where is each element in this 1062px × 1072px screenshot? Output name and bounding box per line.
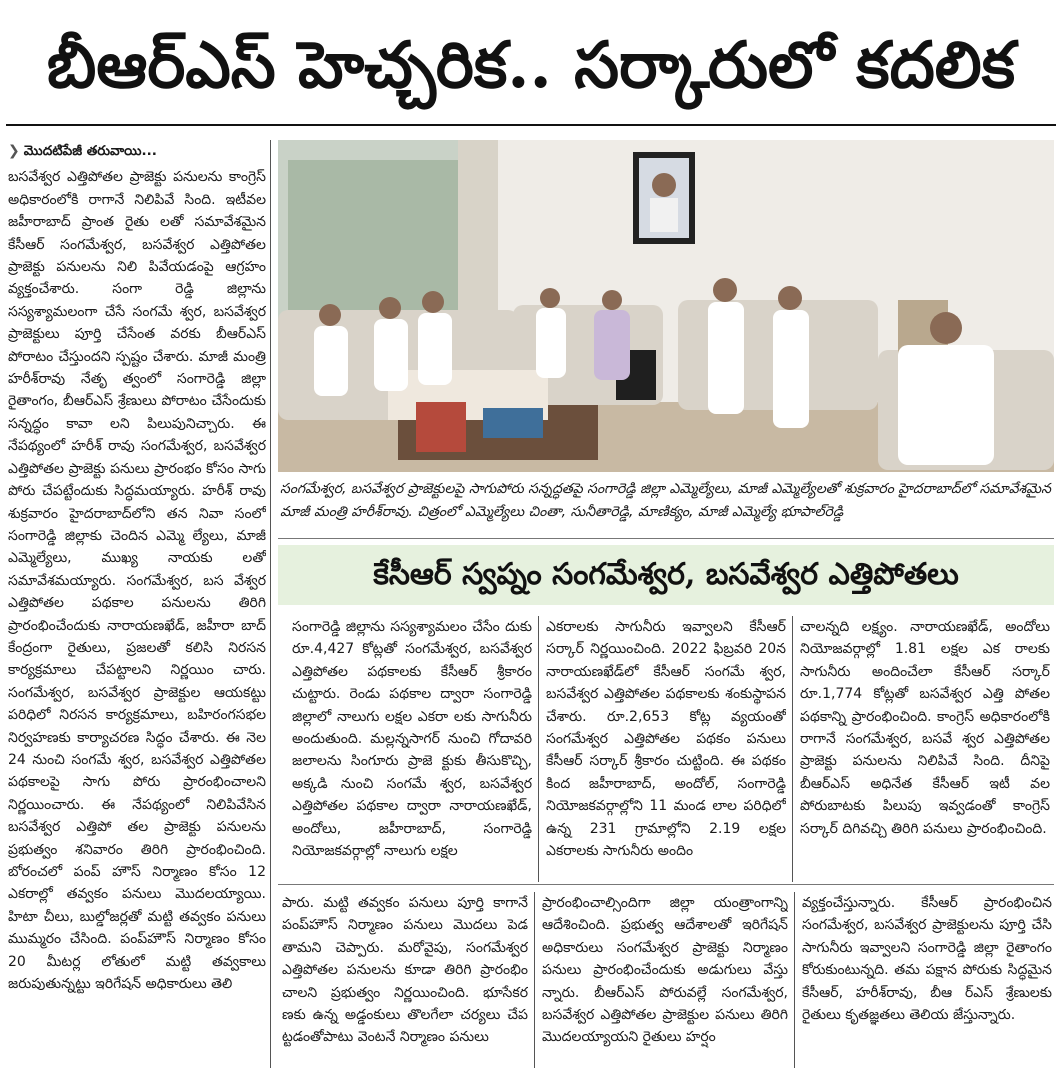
column-divider (538, 616, 539, 882)
box-column-text: సంగారెడ్డి జిల్లాను సస్యశ్యామలం చేసేం దుకు రూ.4,427 కోట్లతో సంగమేశ్వర, బసవేశ్వర ఎత్తిపోతల పథకాలకు కేసీఆర్‌ శ్రీకారం చుట్టారు. రెండు పథకాల ద్వారా సంగారెడ్డి జిల్లాలో నాలుగు లక్షల ఎకరా లకు సాగునీరు అందుతుంది. మల్లన్నసాగర్‌ నుంచి గోదావరి జలాలను సింగూరు ప్రాజె క్టుకు తీసుకొచ్చి, అక్కడి నుంచి సంగమే శ్వర, బసవేశ్వర ఎత్తిపోతల పథకాల ద్వారా నారాయణఖేడ్‌, అందోలు, జహీరాబాద్‌, సంగారెడ్డి నియోజకవర్గాల్లో నాలుగు లక్షల (292, 619, 532, 860)
continued-marker (8, 140, 266, 162)
left-column (8, 140, 266, 1070)
box-bottom-rule (278, 884, 1054, 885)
chevron-right-icon: ❯ (8, 143, 20, 159)
box-column-2 (546, 616, 786, 886)
subheadline: కేసీఆర్‌ స్వప్నం సంగమేశ్వర, బసవేశ్వర ఎత్తిపోతలు (278, 545, 1054, 605)
box-column-3 (800, 616, 1050, 886)
box-column-text: చాలన్నది లక్ష్యం. నారాయణఖేడ్‌, అందోలు నియోజవర్గాల్లో 1.81 లక్షల ఎక రాలకు సాగునీరు అందించేలా కేసీఆర్‌ సర్కార్‌ రూ.1,774 కోట్లతో బసవేశ్వర ఎత్తి పోతల పథకాన్ని ప్రారంభించింది. కాంగ్రెస్‌ అధికారంలోకి రాగానే సంగమేశ్వర, బసవే శ్వర ఎత్తిపోతల ప్రాజెక్టు పనులను నిలిపివే సింది. దీనిపై బీఆర్‌ఎస్‌ అధినేత కేసీఆర్‌ ఇటీ వల పోరుబాటకు పిలుపు ఇవ్వడంతో కాంగ్రెస్‌ సర్కార్‌ దిగివచ్చి తిరిగి పనులు ప్రారంభించింది. (800, 619, 1050, 837)
bottom-column-text: పారు. మట్టి తవ్వకం పనులు పూర్తి కాగానే పంప్‌హౌస్‌ నిర్మాణం పనులు మొదలు పెడ తామని చెప్పారు. మరోవైపు, సంగమేశ్వర ఎత్తిపోతల పనులను కూడా తిరిగి ప్రారంభిం చాలని ప్రభుత్వం నిర్ణయించింది. భూసేకర ణకు ఉన్న అడ్డంకులు తొలగేలా చర్యలు చేప ట్టడంతోపాటు వెంటనే నిర్మాణం పనులు (282, 895, 528, 1046)
continued-label: మొదటిపేజీ తరువాయి... (23, 143, 157, 159)
box-column-1 (292, 616, 532, 886)
column-divider (792, 616, 793, 882)
column-divider (794, 892, 795, 1068)
bottom-column-text: వ్యక్తంచేస్తున్నారు. కేసీఆర్‌ ప్రారంభించిన సంగమేశ్వర, బసవేశ్వర ప్రాజెక్టులను పూర్తి చేసి సాగునీరు ఇవ్వాలని సంగారెడ్డి జిల్లా రైతాంగం కోరుకుంటున్నది. తమ పక్షాన పోరుకు సిద్ధమైన కేసీఆర్‌, హరీశ్‌రావు, బీఆ ర్‌ఎస్‌ శ్రేణులకు రైతులు కృతజ్ఞతలు తెలియ జేస్తున్నారు. (802, 895, 1052, 1024)
bottom-column-1 (282, 892, 528, 1070)
photo-caption: సంగమేశ్వర, బసవేశ్వర ప్రాజెక్టులపై సాగుపోరు సన్నద్ధతపై సంగారెడ్డి జిల్లా ఎమ్మెల్యేలు, మాజీ ఎమ్మెల్యేలతో శుక్రవారం హైదరాబాద్‌లో సమావేశమైన మాజీ మంత్రి హరీశ్‌రావు. చిత్రంలో ఎమ్మెల్యేలు చింతా, సునీతారెడ్డి, మాణిక్యం, మాజీ ఎమ్మెల్యే భూపాల్‌రెడ్డి (280, 481, 1051, 520)
bottom-column-2 (542, 892, 788, 1070)
caption-rule (278, 538, 1054, 539)
bottom-column-text: ప్రారంభించాల్సిందిగా జిల్లా యంత్రాంగాన్ని ఆదేశించింది. ప్రభుత్వ ఆదేశాలతో ఇరిగేషన్‌ అధికారులు సంగమేశ్వర ప్రాజెక్టు నిర్మాణం పనులు ప్రారంభించేందుకు అడుగులు వేస్తు న్నారు. బీఆర్‌ఎస్‌ పోరువల్లే సంగమేశ్వర, బసవేశ్వర ఎత్తిపోతల ప్రాజెక్టుల పనులు తిరిగి మొదలయ్యాయని రైతులు హర్షం (542, 895, 788, 1046)
box-column-text: ఎకరాలకు సాగునీరు ఇవ్వాలని కేసీఆర్‌ సర్కార్‌ నిర్ణయించింది. 2022 ఫిబ్రవరి 20న నారాయణఖేడ్‌లో కేసీఆర్‌ సంగమే శ్వర, బసవేశ్వర ఎత్తిపోతల పథకాలకు శంకుస్థాపన చేశారు. రూ.2,653 కోట్ల వ్యయంతో సంగమేశ్వర ఎత్తిపోతల పథకం పనులు కేసీఆర్‌ సర్కార్‌ శ్రీకారం చుట్టింది. ఈ పథకం కింద జహీరాబాద్‌, అందోల్‌, సంగారెడ్డి నియోజకవర్గాల్లోని 11 మండ లాల పరిధిలో ఉన్న 231 గ్రామాల్లోని 2.19 లక్షల ఎకరాలకు సాగునీరు అందిం (546, 619, 786, 860)
headline-rule (6, 124, 1056, 126)
column-divider (534, 892, 535, 1068)
left-column-text: బసవేశ్వర ఎత్తిపోతల ప్రాజెక్టు పనులను కాంగ్రెస్‌ అధికారంలోకి రాగానే నిలిపివే సింది. ఇటీవల జహీరాబాద్‌ ప్రాంత రైతు లతో సమావేశమైన కేసీఆర్‌ సంగమేశ్వర, బసవేశ్వర ఎత్తిపోతల ప్రాజెక్టు పనులను నిలి పివేయడంపై ఆగ్రహం వ్యక్తంచేశారు. సంగా రెడ్డి జిల్లాను సస్యశ్యామలంగా చేసే సంగమే శ్వర, బసవేశ్వర ప్రాజెక్టులు పూర్తి చేసేంత వరకు బీఆర్‌ఎస్‌ పోరాటం చేస్తుందని స్పష్టం చేశారు. మాజీ మంత్రి హరీశ్‌రావు నేతృ త్వంలో సంగారెడ్డి జిల్లా రైతాంగం, బీఆర్‌ఎస్‌ శ్రేణులు పోరాటం చేసేందుకు సన్నద్ధం కావా లని పిలుపునిచ్చారు. ఈ నేపథ్యంలో హరీశ్‌ రావు సంగమేశ్వర, బసవేశ్వర ఎత్తిపోతల ప్రాజెక్టు పనులు ప్రారంభం కోసం సాగు పోరు చేపట్టేందుకు సిద్ధమయ్యారు. హరీశ్‌ రావు శుక్రవారం హైదరాబాద్‌లోని తన నివా సంలో సంగారెడ్డి జిల్లాకు చెందిన ఎమ్మె ల్యేలు, మాజీ ఎమ్మెల్యేలు, ముఖ్య నాయకు లతో సమావేశమయ్యారు. సంగమేశ్వర, బస వేశ్వర ఎత్తిపోతల పథకాల పనులను తిరిగి ప్రారంభించేందుకు నారాయణఖేడ్‌, జహీరా బాద్‌ కేంద్రంగా రైతులు, ప్రజలతో కలిసి నిరసన కార్యక్రమాలు చేపట్టాలని నిర్ణయిం చారు. సంగమేశ్వర, బసవేశ్వర ప్రాజెక్టుల ఆయకట్టు పరిధిలో నిరసన కార్యక్రమాలు, బహిరంగసభల నిర్వహణకు కార్యాచరణ సిద్ధం చేశారు. ఈ నెల 24 నుంచి సంగమే శ్వర, బసవేశ్వర ఎత్తిపోతల పథకాలపై సాగు పోరు ప్రారంభించాలని నిర్ణయించారు. ఈ నేపథ్యంలో నిలిపివేసిన బసవేశ్వర ఎత్తిపో తల ప్రాజెక్టు పనులను ప్రభుత్వం శనివారం తిరిగి ప్రారంభించింది. బోరంచలో పంప్‌ హౌస్‌ నిర్మాణం కోసం 12 ఎకరాల్లో తవ్వకం పనులు మొదలయ్యాయి. హిటా చీలు, బుల్డోజర్లతో మట్టి తవ్వకం పనులు ముమ్మరం చేసింది. పంప్‌హౌస్‌ నిర్మాణం కోసం 20 మీటర్ల లోతులో మట్టి తవ్వకాలు జరుపుతున్నట్టు ఇరిగేషన్‌ అధికారులు తెలి (8, 169, 266, 993)
headline: బీఆర్‌ఎస్‌ హెచ్చరిక.. సర్కారులో కదలిక (46, 28, 1016, 103)
bottom-column-3 (802, 892, 1052, 1070)
column-divider (270, 140, 271, 1068)
meeting-photo (278, 140, 1054, 472)
